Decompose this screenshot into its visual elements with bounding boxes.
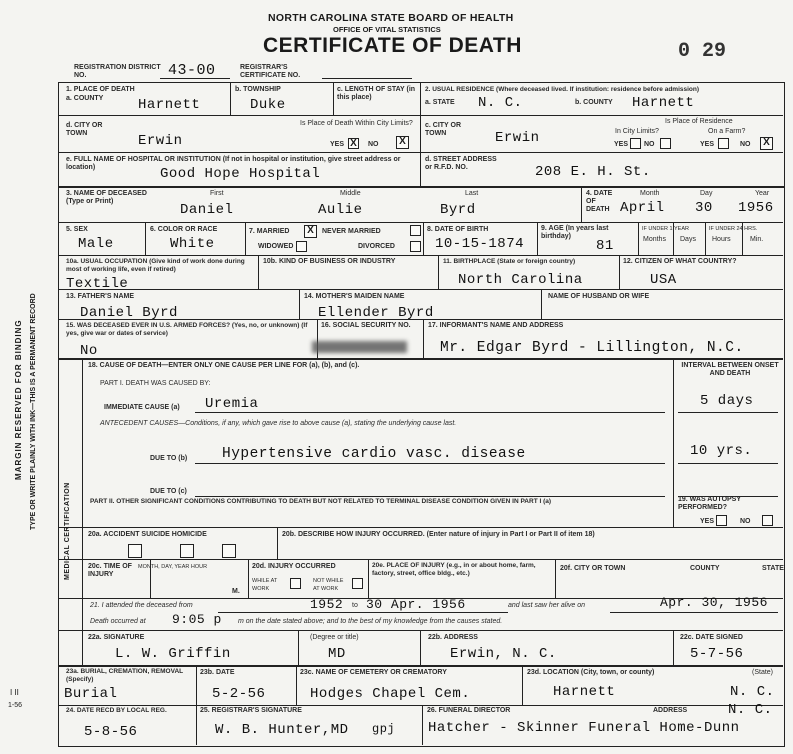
degree-label: (Degree or title) — [310, 634, 359, 641]
certificate-number: 0 29 — [678, 40, 727, 63]
deceased-name-label: 3. NAME OF DECEASED (Type or Print) — [66, 190, 147, 205]
burial-location-value: Harnett — [553, 684, 616, 700]
within-limits-no-checkbox[interactable]: X — [396, 136, 409, 149]
accident-checkbox[interactable] — [128, 544, 142, 558]
immediate-cause-value: Uremia — [205, 396, 259, 412]
while-at-work-label: WHILE AT WORK — [252, 578, 278, 592]
in-limits-label: In City Limits? — [615, 128, 659, 135]
residence-label: 2. USUAL RESIDENCE (Where deceased lived. If institution: residence before admission) — [425, 86, 700, 93]
attended-from-value: 1952 — [310, 597, 344, 612]
death-day-value: 30 — [695, 200, 713, 216]
dob-label: 8. DATE OF BIRTH — [427, 226, 489, 233]
cause-of-death-label: 18. CAUSE OF DEATH—ENTER ONLY ONE CAUSE PER LINE FOR (a), (b), and (c). — [88, 362, 360, 369]
part1-label: PART I. DEATH WAS CAUSED BY: — [100, 380, 211, 387]
burial-date-value: 5-2-56 — [212, 686, 266, 702]
last-saw-value: Apr. 30, 1956 — [660, 595, 768, 610]
autopsy-yes-checkbox[interactable] — [716, 515, 727, 526]
date-filed-value: 5-8-56 — [84, 724, 138, 740]
registration-district-value: 43-00 — [168, 62, 216, 79]
place-of-death-label: 1. PLACE OF DEATH — [66, 86, 135, 93]
certificate-title: CERTIFICATE OF DEATH — [263, 34, 522, 57]
citizen-label: 12. CITIZEN OF WHAT COUNTRY? — [623, 258, 737, 265]
ssn-redacted — [312, 341, 407, 353]
color-value: White — [170, 236, 215, 252]
color-label: 6. COLOR OR RACE — [150, 226, 218, 233]
never-married-label: NEVER MARRIED — [322, 228, 381, 235]
immediate-cause-label: IMMEDIATE CAUSE (a) — [104, 404, 180, 411]
homicide-checkbox[interactable] — [222, 544, 236, 558]
burial-state-label: (State) — [752, 669, 774, 676]
due-to-c-label: DUE TO (c) — [150, 488, 187, 495]
margin-instruction-text: TYPE OR WRITE PLAINLY WITH INK—THIS IS A PERMANENT RECORD — [30, 293, 37, 530]
min-label: Min. — [750, 236, 764, 243]
death-city-value: Erwin — [138, 133, 183, 149]
first-name-label: First — [210, 190, 224, 197]
due-to-b-value: Hypertensive cardio vasc. disease — [222, 446, 526, 462]
death-month-label: Month — [640, 190, 660, 197]
date-of-death-label: 4. DATE OF DEATH — [586, 190, 613, 213]
describe-injury-label: 20b. DESCRIBE HOW INJURY OCCURRED. (Enter nature of injury in Part I or Part II of item 18) — [282, 531, 595, 538]
occupation-value: Textile — [66, 276, 129, 292]
mother-value: Ellender Byrd — [318, 305, 434, 321]
residence-state-value: N. C. — [478, 95, 523, 111]
residence-city-label: c. CITY OR TOWN — [425, 122, 462, 137]
business-label: 10b. KIND OF BUSINESS OR INDUSTRY — [263, 258, 396, 265]
armed-forces-label: 15. WAS DECEASED EVER IN U.S. ARMED FORCES? (Yes, no, or unknown) (If yes, give war or dates of service) — [66, 322, 308, 337]
on-farm-label: On a Farm? — [708, 128, 746, 135]
immediate-interval-value: 5 days — [700, 393, 754, 409]
due-to-b-label: DUE TO (b) — [150, 455, 188, 462]
not-while-label: NOT WHILE AT WORK — [313, 578, 344, 592]
death-occurred-tail-label: m on the date stated above; and to the best of my knowledge from the causes stated. — [238, 618, 503, 625]
time-sub-label: MONTH, DAY, YEAR HOUR — [138, 564, 208, 570]
burial-date-label: 23b. DATE — [200, 669, 235, 676]
married-label: 7. MARRIED — [249, 228, 290, 235]
farm-no-label: NO — [740, 141, 751, 148]
citizen-value: USA — [650, 272, 677, 288]
age-value: 81 — [596, 238, 614, 254]
married-checkbox[interactable]: X — [304, 225, 317, 238]
death-year-label: Year — [755, 190, 770, 197]
farm-no-checkbox[interactable]: X — [760, 137, 773, 150]
due-to-b-interval-value: 10 yrs. — [690, 443, 753, 459]
armed-forces-value: No — [80, 343, 98, 359]
registration-district-label: REGISTRATION DISTRICT NO. — [74, 64, 161, 79]
sex-label: 5. SEX — [66, 226, 88, 233]
birthplace-label: 11. BIRTHPLACE (State or foreign country) — [443, 258, 576, 265]
days-label: Days — [680, 236, 696, 243]
attended-label: 21. I attended the deceased from — [90, 602, 193, 609]
hours-label: Hours — [712, 236, 731, 243]
funeral-director-value: Hatcher - Skinner Funeral Home-Dunn — [428, 720, 740, 736]
street-label: d. STREET ADDRESS or R.F.D. NO. — [425, 156, 497, 171]
limits-no-checkbox[interactable] — [660, 138, 671, 149]
middle-name-label: Middle — [340, 190, 361, 197]
occupation-label: 10a. USUAL OCCUPATION (Give kind of work done during most of working life, even if retired) — [66, 258, 245, 273]
divorced-checkbox[interactable] — [410, 241, 421, 252]
place-of-injury-label: 20e. PLACE OF INJURY (e.g., in or about home, farm, factory, street, office bldg., etc.) — [372, 562, 536, 577]
autopsy-label: 19. WAS AUTOPSY PERFORMED? — [678, 496, 741, 511]
signature-label: 22a. SIGNATURE — [88, 634, 145, 641]
death-city-label: d. CITY OR TOWN — [66, 122, 103, 137]
within-limits-yes-label: YES — [330, 141, 345, 148]
medical-certification-side-label: MEDICAL CERTIFICATION — [64, 482, 71, 580]
physician-address-label: 22b. ADDRESS — [428, 634, 478, 641]
limits-yes-checkbox[interactable] — [630, 138, 641, 149]
accident-label: 20a. ACCIDENT SUICIDE HOMICIDE — [88, 531, 207, 538]
margin-code-2: 1-56 — [8, 702, 23, 709]
residence-county-label: b. COUNTY — [575, 99, 613, 106]
city-injury-label: 20f. CITY OR TOWN — [560, 565, 626, 572]
death-time-value: 9:05 p — [172, 612, 222, 627]
under-1-year-label: IF UNDER 1 YEAR — [642, 226, 689, 232]
signature-value: L. W. Griffin — [115, 646, 231, 662]
dob-value: 10-15-1874 — [435, 236, 525, 252]
funeral-state-value: N. C. — [728, 702, 773, 718]
death-township-value: Duke — [250, 97, 286, 113]
death-year-value: 1956 — [738, 200, 774, 216]
widowed-label: WIDOWED — [258, 243, 294, 250]
margin-reserved-text: MARGIN RESERVED FOR BINDING — [14, 319, 23, 480]
ssn-label: 16. SOCIAL SECURITY NO. — [321, 322, 411, 329]
last-saw-label: and last saw her alive on — [508, 602, 586, 609]
death-day-label: Day — [700, 190, 713, 197]
death-occurred-label: Death occurred at — [90, 618, 146, 625]
place-of-residence-label: Is Place of Residence — [665, 118, 733, 125]
interval-label: INTERVAL BETWEEN ONSET AND DEATH — [681, 362, 779, 377]
within-limits-no-label: NO — [368, 141, 379, 148]
date-signed-value: 5-7-56 — [690, 646, 744, 662]
degree-value: MD — [328, 646, 346, 662]
autopsy-no-label: NO — [740, 518, 751, 525]
street-value: 208 E. H. St. — [535, 164, 651, 180]
attended-to-label: to — [352, 602, 358, 609]
state-injury-label: STATE — [762, 565, 784, 572]
length-of-stay-label: c. LENGTH OF STAY (in this place) — [337, 86, 416, 101]
months-label: Months — [643, 236, 666, 243]
burial-type-value: Burial — [64, 686, 118, 702]
farm-yes-label: YES — [700, 141, 715, 148]
within-limits-label: Is Place of Death Within City Limits? — [300, 120, 413, 127]
time-of-injury-label: 20c. TIME OF INJURY — [88, 563, 132, 578]
attended-to-value: 30 Apr. 1956 — [366, 597, 466, 612]
time-m-label: M. — [232, 588, 240, 595]
farm-yes-checkbox[interactable] — [718, 138, 729, 149]
father-value: Daniel Byrd — [80, 305, 178, 321]
age-label: 9. AGE (In years last birthday) — [541, 225, 609, 240]
funeral-director-label: 26. FUNERAL DIRECTOR — [427, 707, 511, 714]
first-name-value: Daniel — [180, 202, 234, 218]
residence-county-value: Harnett — [632, 95, 695, 111]
widowed-checkbox[interactable] — [296, 241, 307, 252]
middle-name-value: Aulie — [318, 202, 363, 218]
death-township-label: b. TOWNSHIP — [235, 86, 281, 93]
injury-occurred-label: 20d. INJURY OCCURRED — [252, 563, 336, 570]
residence-city-value: Erwin — [495, 130, 540, 146]
birthplace-value: North Carolina — [458, 272, 583, 288]
limits-yes-label: YES — [614, 141, 629, 148]
father-label: 13. FATHER'S NAME — [66, 293, 135, 300]
cemetery-value: Hodges Chapel Cem. — [310, 686, 471, 702]
under-24-label: IF UNDER 24 HRS. — [709, 226, 758, 232]
registrar-cert-label: REGISTRAR'S CERTIFICATE NO. — [240, 64, 301, 79]
within-limits-yes-checkbox[interactable]: X — [348, 138, 359, 149]
part2-label: PART II. OTHER SIGNIFICANT CONDITIONS CONTRIBUTING TO DEATH BUT NOT RELATED TO TERMINAL DISEASE CONDITION GIVEN IN PART I (a) — [90, 498, 552, 505]
last-name-value: Byrd — [440, 202, 476, 218]
burial-type-label: 23a. BURIAL, CREMATION, REMOVAL (Specify) — [66, 668, 184, 683]
cemetery-label: 23c. NAME OF CEMETERY OR CREMATORY — [300, 669, 447, 676]
registrar-signature-suffix: gpj — [372, 722, 396, 736]
burial-location-label: 23d. LOCATION (City, town, or county) — [527, 669, 655, 676]
death-county-value: Harnett — [138, 97, 201, 113]
informant-label: 17. INFORMANT'S NAME AND ADDRESS — [428, 322, 564, 329]
board-title: NORTH CAROLINA STATE BOARD OF HEALTH — [268, 12, 514, 24]
sex-value: Male — [78, 236, 114, 252]
autopsy-no-checkbox[interactable] — [762, 515, 773, 526]
date-filed-label: 24. DATE RECD BY LOCAL REG. — [66, 707, 167, 714]
autopsy-yes-label: YES — [700, 518, 715, 525]
county-injury-label: COUNTY — [690, 565, 720, 572]
physician-address-value: Erwin, N. C. — [450, 646, 557, 662]
not-while-checkbox[interactable] — [352, 578, 363, 589]
divorced-label: DIVORCED — [358, 243, 395, 250]
informant-value: Mr. Edgar Byrd - Lillington, N.C. — [440, 340, 744, 356]
antecedent-label: ANTECEDENT CAUSES—Conditions, if any, which gave rise to above cause (a), stating the underlying cause last. — [100, 420, 457, 427]
spouse-label: NAME OF HUSBAND OR WIFE — [548, 293, 650, 300]
residence-state-label: a. STATE — [425, 99, 455, 106]
office-title: OFFICE OF VITAL STATISTICS — [333, 25, 441, 34]
burial-state-value: N. C. — [730, 684, 775, 700]
hospital-label: e. FULL NAME OF HOSPITAL OR INSTITUTION (If not in hospital or institution, give street address or location) — [66, 156, 401, 171]
limits-no-label: NO — [644, 141, 655, 148]
registrar-signature-label: 25. REGISTRAR'S SIGNATURE — [200, 707, 302, 714]
death-month-value: April — [620, 200, 665, 216]
never-married-checkbox[interactable] — [410, 225, 421, 236]
while-at-work-checkbox[interactable] — [290, 578, 301, 589]
death-county-label: a. COUNTY — [66, 95, 104, 102]
date-signed-label: 22c. DATE SIGNED — [680, 634, 743, 641]
hospital-value: Good Hope Hospital — [160, 166, 321, 182]
suicide-checkbox[interactable] — [180, 544, 194, 558]
registrar-signature-value: W. B. Hunter,MD — [215, 722, 349, 738]
margin-code-1: I II — [10, 688, 19, 697]
funeral-address-label: ADDRESS — [653, 707, 688, 714]
mother-label: 14. MOTHER'S MAIDEN NAME — [304, 293, 405, 300]
last-name-label: Last — [465, 190, 479, 197]
